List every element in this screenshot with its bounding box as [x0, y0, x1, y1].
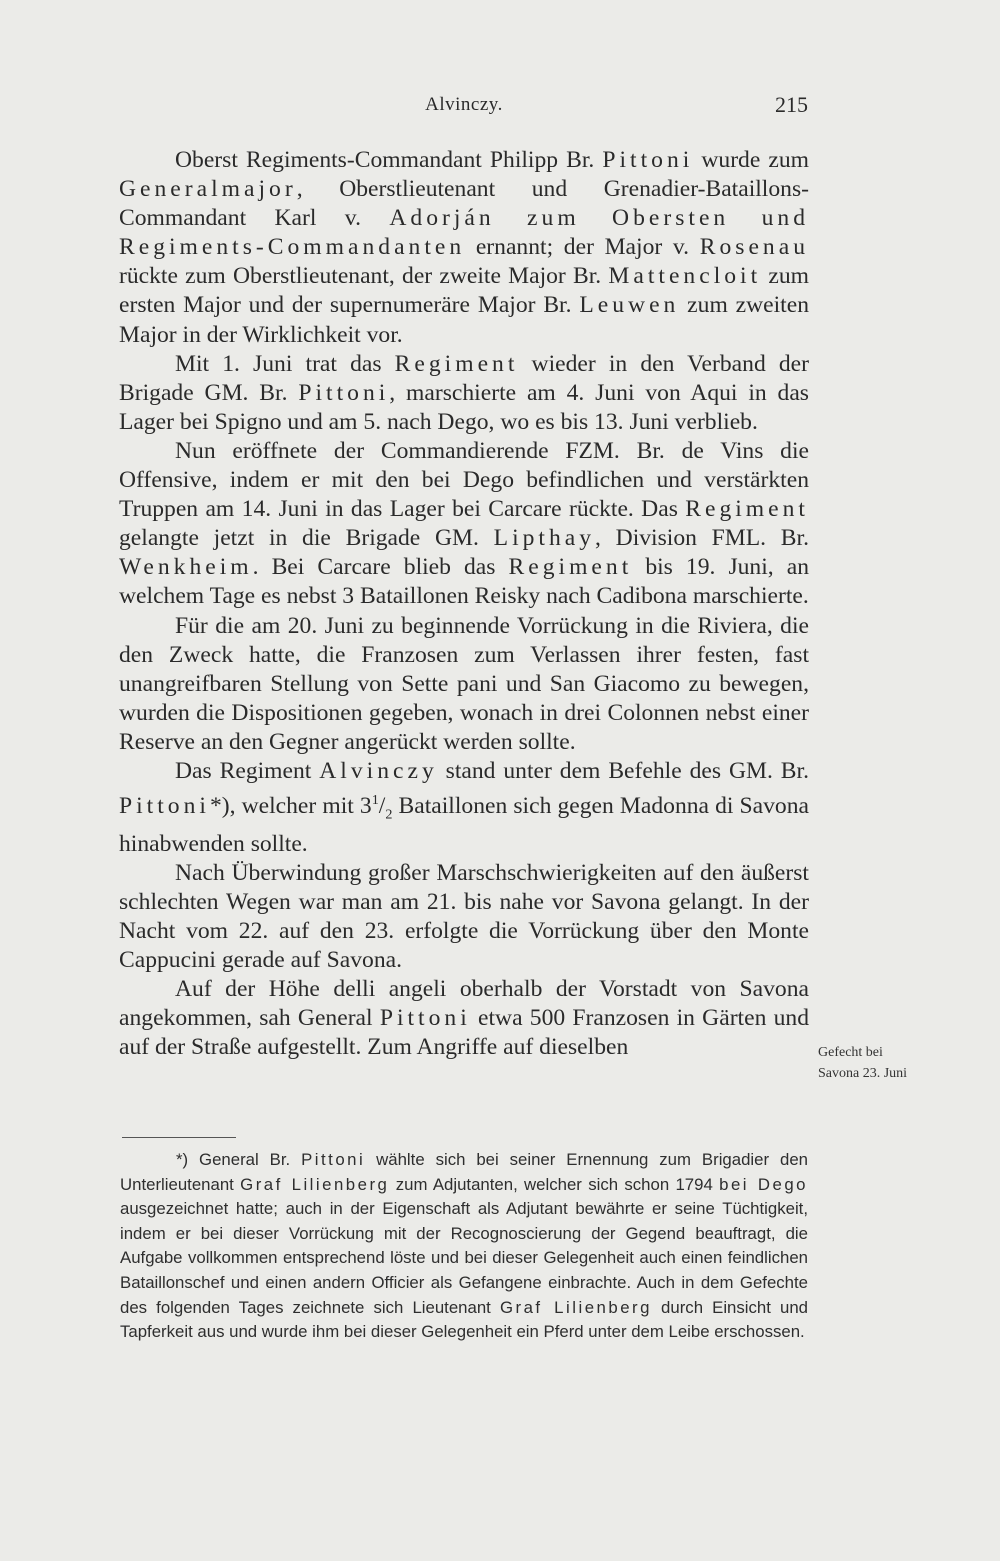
text-run: rückte zum Oberstlieutenant, der zweite Major Br.: [119, 263, 609, 290]
spaced-name: Wenkheim: [119, 554, 253, 581]
text-run: Nun eröffnete der Commandierende FZM. Br. de Vins die Offensive, indem er mit den bei Dego befindlichen und verstärkten Truppen am 14. Juni in das Lager bei Carcare rückte. Das: [119, 437, 809, 523]
fraction-slash: /: [378, 792, 386, 819]
text-run: ernannt; der Major v.: [465, 234, 700, 261]
text-run: , Division FML. Br.: [595, 525, 809, 552]
text-run: stand unter dem Befehle des GM. Br.: [437, 757, 809, 784]
text-run: zum Adjutanten, welcher sich schon 1794: [389, 1174, 720, 1194]
spaced-name: Graf Lilienberg: [240, 1174, 390, 1194]
text-run: Bataillonen sich gegen Madonna di Savona hinabwenden sollte.: [119, 792, 810, 857]
fraction-numerator: 1: [371, 792, 379, 809]
paragraph: Nach Überwindung großer Marschschwierigkeiten auf den äußerst schlechten Wegen war man am 21. bis nahe vor Savona gelangt. In der Nacht vom 22. auf den 23. erfolgte die Vorrückung über den Monte Cappucini gerade auf Savona.: [119, 859, 809, 974]
paragraph: [119, 975, 809, 1062]
spaced-name: Leuwen: [579, 292, 680, 319]
margin-note-line: Savona 23. Juni: [818, 1066, 908, 1081]
page-number: 215: [775, 92, 808, 117]
paragraph: [119, 437, 809, 612]
paragraph: [119, 146, 809, 350]
text-run: Oberst Regiments-Commandant Philipp Br.: [175, 147, 603, 173]
text-run: durch Einsicht und Tapferkeit aus und wurde ihm bei dieser Gelegenheit ein Pferd unter dem Leibe erschossen.: [120, 1297, 808, 1342]
spaced-name: Regiment: [394, 350, 519, 377]
spaced-name: Pittoni: [119, 792, 210, 819]
spaced-name: Pittoni: [602, 147, 694, 173]
text-run: Auf der Höhe delli angeli oberhalb der Vorstadt von Savona angekommen, sah General: [119, 976, 809, 1032]
spaced-name: Adorján zum Obersten und Regiments-Commandanten: [119, 205, 809, 261]
footnote-divider: [122, 1137, 236, 1138]
spaced-name: Graf Lilienberg: [499, 1297, 652, 1317]
paragraph: Für die am 20. Juni zu beginnende Vorrückung in die Riviera, die den Zweck hatte, die Franzosen zum Verlassen ihrer festen, fast unangreifbaren Stellung von Sette pani und San Giacomo zu bewegen, wurden die Dispositionen gegeben, wonach in drei Colonnen nebst einer Reserve an den Gegner angerückt werden sollte.: [119, 612, 809, 755]
footnote-paragraph: [120, 1148, 808, 1345]
spaced-name: bei Dego: [719, 1174, 808, 1194]
text-run: . Bei Carcare blieb das: [252, 554, 509, 581]
text-run: bis 19. Juni, an welchem Tage es nebst 3 Bataillonen Reisky nach Cadibona marschierte.: [119, 554, 809, 610]
text-run: zum zweiten Major in der Wirklichkeit vor.: [119, 292, 809, 348]
text-run: *) General Br.: [176, 1150, 302, 1169]
running-title: Alvinczy.: [425, 94, 503, 115]
text-run: wählte sich bei seiner Ernennung zum Brigadier den Unterlieutenant: [120, 1150, 808, 1194]
fraction-denominator: 2: [385, 806, 393, 823]
running-header: [120, 90, 808, 120]
spaced-name: Alvinczy: [319, 757, 438, 784]
spaced-name: Generalmajor: [119, 176, 297, 203]
footnote: [120, 1148, 808, 1345]
spaced-name: Regiment: [508, 554, 633, 581]
text-run: *), welcher mit 3: [209, 792, 372, 819]
text-run: gelangte jetzt in die Brigade GM.: [119, 525, 494, 552]
text-run: wieder in den Verband der Brigade GM. Br.: [119, 350, 810, 406]
margin-note-line: Gefecht bei: [818, 1045, 883, 1060]
spaced-name: Pittoni: [301, 1150, 366, 1169]
text-run: zum ersten Major und der supernumeräre Major Br.: [119, 263, 809, 319]
spaced-name: Mattencloit: [608, 263, 762, 290]
spaced-name: Lipthay: [493, 525, 596, 552]
spaced-name: Pittoni: [379, 1005, 471, 1032]
text-run: wurde zum: [693, 147, 809, 173]
text-run: Das Regiment: [175, 757, 320, 784]
spaced-name: Rosenau: [699, 234, 809, 261]
margin-note: [818, 1042, 918, 1084]
text-run: , marschierte am 4. Juni von Aqui in das Lager bei Spigno und am 5. nach Dego, wo es bis 13. Juni verblieb.: [119, 379, 809, 435]
paragraph: [119, 350, 809, 437]
spaced-name: Regiment: [685, 496, 809, 523]
main-text: [119, 146, 809, 1062]
text-run: ausgezeichnet hatte; auch in der Eigenschaft als Adjutant bewährte er seine Tüchtigkeit, indem er bei dieser Vorrückung mit der Recognoscierung der Gegend beauftragt, die Aufgabe vollkommen entsprechend löste und bei dieser Gelegenheit auch einen feindlichen Bataillonschef und einen andern Officier als Gefangene einbrachte. Auch in dem Gefechte des folgenden Tages zeichnete sich Lieutenant: [120, 1199, 808, 1317]
text-run: , Oberstlieutenant und Grenadier-Bataillons-Commandant Karl v.: [119, 176, 809, 232]
paragraph: [119, 757, 809, 859]
spaced-name: Pittoni: [298, 379, 390, 406]
text-run: etwa 500 Franzosen in Gärten und auf der Straße aufgestellt. Zum Angriffe auf dieselben: [119, 1005, 809, 1061]
text-run: Mit 1. Juni trat das: [175, 350, 395, 377]
